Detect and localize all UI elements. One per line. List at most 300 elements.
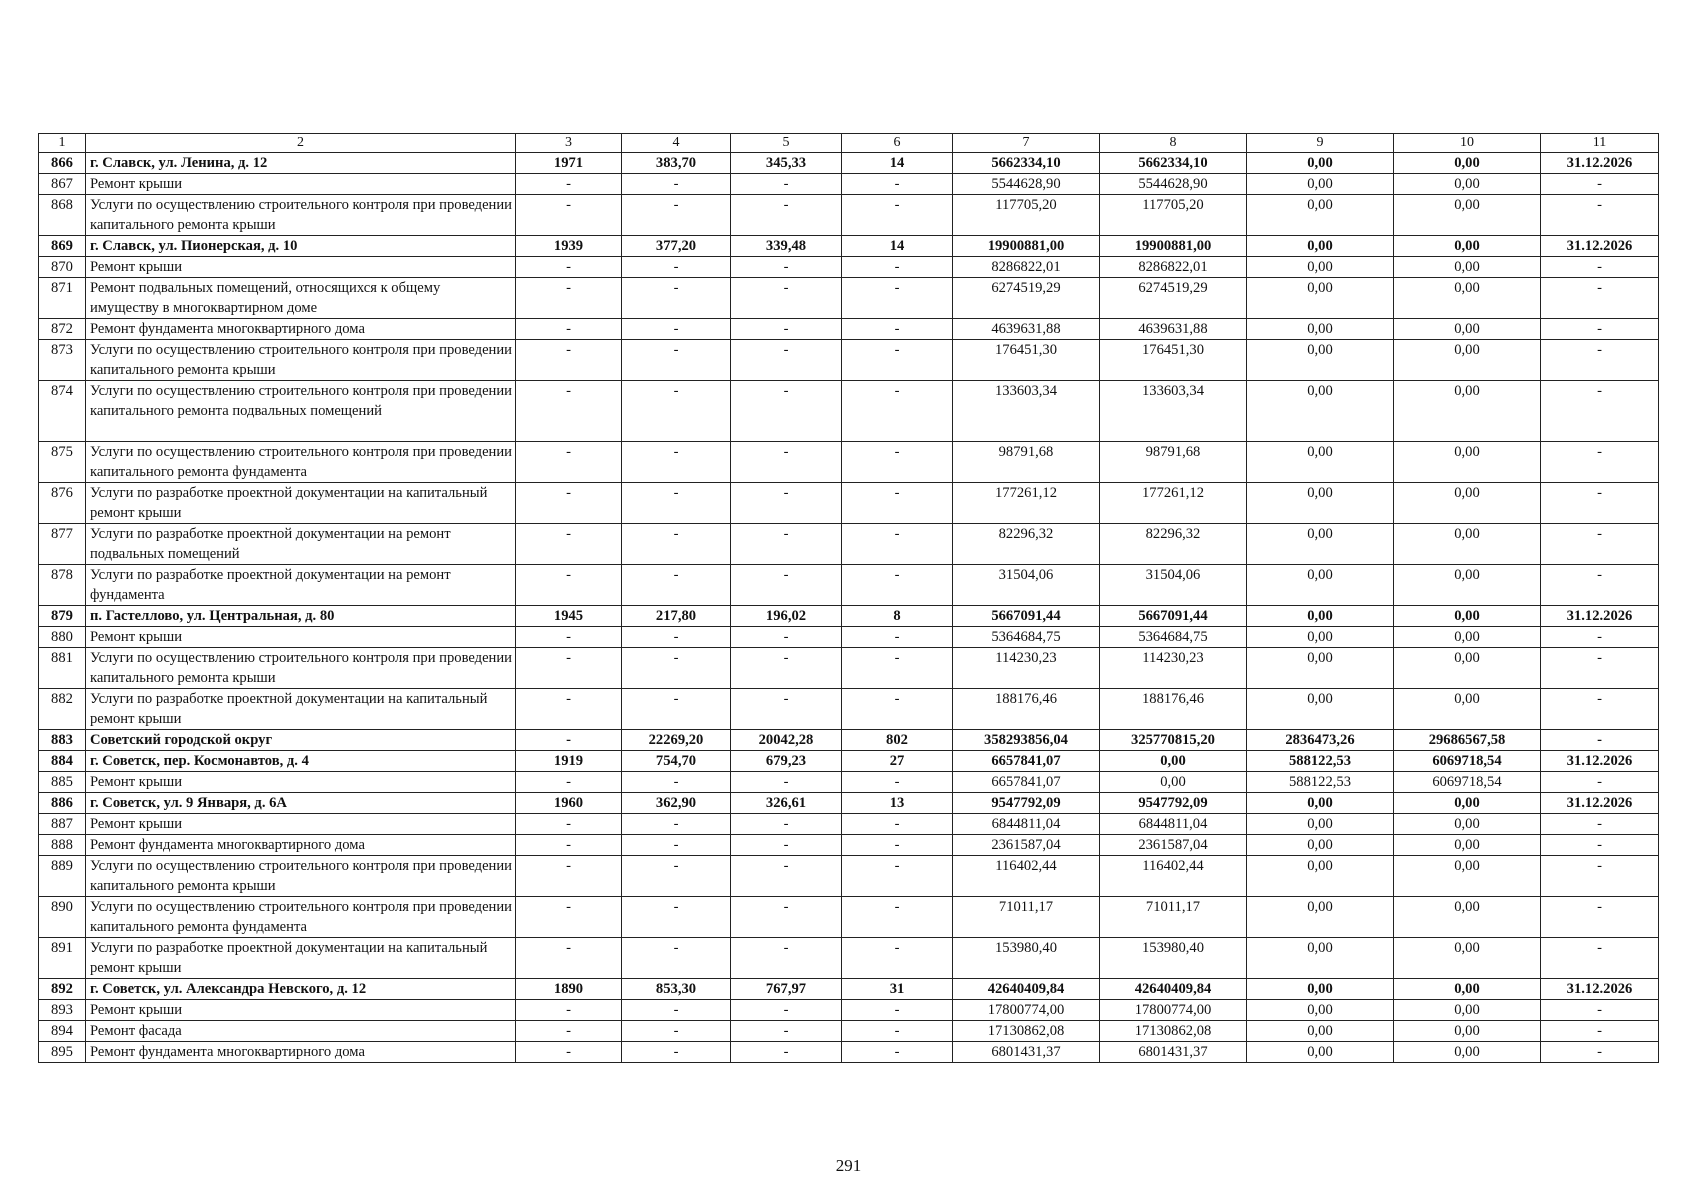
- owners-funds-cell: 0,00: [1394, 938, 1541, 979]
- total-cost-cell: 8286822,01: [953, 257, 1100, 278]
- residents-cell: -: [842, 174, 953, 195]
- year-cell: -: [516, 319, 622, 340]
- table-row: [39, 1021, 1659, 1042]
- table-row: [39, 689, 1659, 730]
- living-area-cell: 20042,28: [731, 730, 842, 751]
- year-cell: -: [516, 278, 622, 319]
- total-cost-cell: 71011,17: [953, 897, 1100, 938]
- regional-fund-cell: 6274519,29: [1100, 278, 1247, 319]
- table-row: [39, 606, 1659, 627]
- regional-fund-cell: 82296,32: [1100, 524, 1247, 565]
- year-cell: -: [516, 856, 622, 897]
- budget-cell: 0,00: [1247, 340, 1394, 381]
- year-cell: -: [516, 772, 622, 793]
- row-number-cell: 894: [39, 1021, 86, 1042]
- object-name-cell: Ремонт крыши: [86, 627, 516, 648]
- table-row: [39, 236, 1659, 257]
- living-area-cell: 679,23: [731, 751, 842, 772]
- owners-funds-cell: 0,00: [1394, 174, 1541, 195]
- living-area-cell: -: [731, 319, 842, 340]
- owners-funds-cell: 0,00: [1394, 979, 1541, 1000]
- budget-cell: 0,00: [1247, 442, 1394, 483]
- deadline-cell: -: [1541, 648, 1659, 689]
- row-number-cell: 883: [39, 730, 86, 751]
- year-cell: -: [516, 689, 622, 730]
- table-row: [39, 442, 1659, 483]
- owners-funds-cell: 0,00: [1394, 381, 1541, 442]
- total-cost-cell: 5667091,44: [953, 606, 1100, 627]
- living-area-cell: -: [731, 195, 842, 236]
- deadline-cell: 31.12.2026: [1541, 606, 1659, 627]
- residents-cell: -: [842, 772, 953, 793]
- year-cell: -: [516, 814, 622, 835]
- residents-cell: -: [842, 278, 953, 319]
- owners-funds-cell: 0,00: [1394, 627, 1541, 648]
- regional-fund-cell: 176451,30: [1100, 340, 1247, 381]
- living-area-cell: -: [731, 1000, 842, 1021]
- column-header: 4: [622, 134, 731, 153]
- total-area-cell: -: [622, 689, 731, 730]
- deadline-cell: -: [1541, 689, 1659, 730]
- owners-funds-cell: 0,00: [1394, 278, 1541, 319]
- deadline-cell: 31.12.2026: [1541, 236, 1659, 257]
- table-row: [39, 730, 1659, 751]
- deadline-cell: 31.12.2026: [1541, 793, 1659, 814]
- year-cell: -: [516, 340, 622, 381]
- page-number: 291: [835, 1156, 862, 1175]
- total-cost-cell: 4639631,88: [953, 319, 1100, 340]
- regional-fund-cell: 0,00: [1100, 772, 1247, 793]
- residents-cell: 802: [842, 730, 953, 751]
- budget-cell: 0,00: [1247, 814, 1394, 835]
- owners-funds-cell: 0,00: [1394, 319, 1541, 340]
- residents-cell: 14: [842, 236, 953, 257]
- budget-cell: 0,00: [1247, 938, 1394, 979]
- regional-fund-cell: 117705,20: [1100, 195, 1247, 236]
- object-name-cell: г. Славск, ул. Пионерская, д. 10: [86, 236, 516, 257]
- owners-funds-cell: 0,00: [1394, 814, 1541, 835]
- budget-cell: 0,00: [1247, 381, 1394, 442]
- living-area-cell: -: [731, 1021, 842, 1042]
- regional-fund-cell: 177261,12: [1100, 483, 1247, 524]
- residents-cell: -: [842, 627, 953, 648]
- row-number-cell: 878: [39, 565, 86, 606]
- object-name-cell: г. Славск, ул. Ленина, д. 12: [86, 153, 516, 174]
- total-area-cell: 362,90: [622, 793, 731, 814]
- total-cost-cell: 9547792,09: [953, 793, 1100, 814]
- residents-cell: -: [842, 1000, 953, 1021]
- living-area-cell: 767,97: [731, 979, 842, 1000]
- residents-cell: -: [842, 257, 953, 278]
- living-area-cell: -: [731, 1042, 842, 1063]
- living-area-cell: -: [731, 565, 842, 606]
- column-header: 10: [1394, 134, 1541, 153]
- object-name-cell: Услуги по разработке проектной документации на капитальный ремонт крыши: [86, 689, 516, 730]
- total-cost-cell: 82296,32: [953, 524, 1100, 565]
- regional-fund-cell: 17800774,00: [1100, 1000, 1247, 1021]
- year-cell: -: [516, 835, 622, 856]
- deadline-cell: -: [1541, 174, 1659, 195]
- total-area-cell: 217,80: [622, 606, 731, 627]
- owners-funds-cell: 0,00: [1394, 340, 1541, 381]
- owners-funds-cell: 0,00: [1394, 689, 1541, 730]
- year-cell: -: [516, 897, 622, 938]
- total-area-cell: -: [622, 627, 731, 648]
- table-row: [39, 340, 1659, 381]
- total-area-cell: -: [622, 1021, 731, 1042]
- living-area-cell: -: [731, 442, 842, 483]
- row-number-cell: 890: [39, 897, 86, 938]
- total-area-cell: -: [622, 442, 731, 483]
- deadline-cell: -: [1541, 319, 1659, 340]
- residents-cell: -: [842, 340, 953, 381]
- living-area-cell: -: [731, 689, 842, 730]
- total-cost-cell: 31504,06: [953, 565, 1100, 606]
- regional-fund-cell: 8286822,01: [1100, 257, 1247, 278]
- row-number-cell: 871: [39, 278, 86, 319]
- total-area-cell: -: [622, 340, 731, 381]
- total-cost-cell: 6657841,07: [953, 751, 1100, 772]
- budget-cell: 588122,53: [1247, 751, 1394, 772]
- column-header: 11: [1541, 134, 1659, 153]
- object-name-cell: Услуги по осуществлению строительного контроля при проведении капитального ремонта крыши: [86, 340, 516, 381]
- repair-program-table: [38, 133, 1659, 1063]
- total-cost-cell: 6801431,37: [953, 1042, 1100, 1063]
- residents-cell: -: [842, 835, 953, 856]
- deadline-cell: -: [1541, 195, 1659, 236]
- living-area-cell: -: [731, 814, 842, 835]
- object-name-cell: Услуги по разработке проектной документации на ремонт подвальных помещений: [86, 524, 516, 565]
- residents-cell: -: [842, 938, 953, 979]
- deadline-cell: -: [1541, 938, 1659, 979]
- total-cost-cell: 6657841,07: [953, 772, 1100, 793]
- regional-fund-cell: 325770815,20: [1100, 730, 1247, 751]
- total-cost-cell: 6274519,29: [953, 278, 1100, 319]
- total-cost-cell: 5662334,10: [953, 153, 1100, 174]
- budget-cell: 0,00: [1247, 524, 1394, 565]
- budget-cell: 588122,53: [1247, 772, 1394, 793]
- owners-funds-cell: 6069718,54: [1394, 772, 1541, 793]
- total-area-cell: -: [622, 174, 731, 195]
- table-row: [39, 856, 1659, 897]
- column-header: 6: [842, 134, 953, 153]
- living-area-cell: -: [731, 174, 842, 195]
- residents-cell: -: [842, 856, 953, 897]
- total-cost-cell: 114230,23: [953, 648, 1100, 689]
- object-name-cell: Ремонт фундамента многоквартирного дома: [86, 835, 516, 856]
- living-area-cell: -: [731, 278, 842, 319]
- row-number-cell: 885: [39, 772, 86, 793]
- row-number-cell: 866: [39, 153, 86, 174]
- row-number-cell: 881: [39, 648, 86, 689]
- deadline-cell: -: [1541, 772, 1659, 793]
- living-area-cell: -: [731, 648, 842, 689]
- table-row: [39, 835, 1659, 856]
- owners-funds-cell: 0,00: [1394, 442, 1541, 483]
- regional-fund-cell: 42640409,84: [1100, 979, 1247, 1000]
- year-cell: -: [516, 565, 622, 606]
- residents-cell: -: [842, 648, 953, 689]
- living-area-cell: 326,61: [731, 793, 842, 814]
- row-number-cell: 874: [39, 381, 86, 442]
- budget-cell: 0,00: [1247, 153, 1394, 174]
- owners-funds-cell: 0,00: [1394, 1000, 1541, 1021]
- deadline-cell: -: [1541, 381, 1659, 442]
- row-number-cell: 887: [39, 814, 86, 835]
- year-cell: -: [516, 381, 622, 442]
- regional-fund-cell: 5364684,75: [1100, 627, 1247, 648]
- regional-fund-cell: 6801431,37: [1100, 1042, 1247, 1063]
- data-table-container: [38, 133, 1658, 1063]
- table-row: [39, 153, 1659, 174]
- living-area-cell: -: [731, 524, 842, 565]
- total-area-cell: -: [622, 772, 731, 793]
- table-row: [39, 793, 1659, 814]
- object-name-cell: Ремонт крыши: [86, 772, 516, 793]
- total-area-cell: -: [622, 814, 731, 835]
- living-area-cell: 339,48: [731, 236, 842, 257]
- object-name-cell: Ремонт фасада: [86, 1021, 516, 1042]
- living-area-cell: -: [731, 483, 842, 524]
- deadline-cell: 31.12.2026: [1541, 979, 1659, 1000]
- total-cost-cell: 117705,20: [953, 195, 1100, 236]
- residents-cell: -: [842, 195, 953, 236]
- row-number-cell: 868: [39, 195, 86, 236]
- object-name-cell: Услуги по осуществлению строительного контроля при проведении капитального ремонта фундамента: [86, 442, 516, 483]
- budget-cell: 0,00: [1247, 565, 1394, 606]
- year-cell: -: [516, 195, 622, 236]
- total-area-cell: -: [622, 381, 731, 442]
- total-area-cell: -: [622, 483, 731, 524]
- budget-cell: 0,00: [1247, 648, 1394, 689]
- column-header: 9: [1247, 134, 1394, 153]
- owners-funds-cell: 0,00: [1394, 153, 1541, 174]
- deadline-cell: -: [1541, 1000, 1659, 1021]
- residents-cell: -: [842, 814, 953, 835]
- regional-fund-cell: 0,00: [1100, 751, 1247, 772]
- year-cell: 1919: [516, 751, 622, 772]
- residents-cell: -: [842, 1042, 953, 1063]
- year-cell: 1960: [516, 793, 622, 814]
- living-area-cell: -: [731, 627, 842, 648]
- year-cell: -: [516, 938, 622, 979]
- budget-cell: 0,00: [1247, 793, 1394, 814]
- living-area-cell: -: [731, 257, 842, 278]
- table-row: [39, 814, 1659, 835]
- total-cost-cell: 6844811,04: [953, 814, 1100, 835]
- column-header: 7: [953, 134, 1100, 153]
- object-name-cell: Ремонт фундамента многоквартирного дома: [86, 1042, 516, 1063]
- owners-funds-cell: 6069718,54: [1394, 751, 1541, 772]
- living-area-cell: -: [731, 897, 842, 938]
- owners-funds-cell: 0,00: [1394, 565, 1541, 606]
- row-number-cell: 870: [39, 257, 86, 278]
- total-cost-cell: 19900881,00: [953, 236, 1100, 257]
- deadline-cell: -: [1541, 524, 1659, 565]
- deadline-cell: 31.12.2026: [1541, 751, 1659, 772]
- total-cost-cell: 358293856,04: [953, 730, 1100, 751]
- total-area-cell: -: [622, 1042, 731, 1063]
- total-area-cell: -: [622, 195, 731, 236]
- residents-cell: 31: [842, 979, 953, 1000]
- row-number-cell: 882: [39, 689, 86, 730]
- regional-fund-cell: 31504,06: [1100, 565, 1247, 606]
- column-header: 1: [39, 134, 86, 153]
- regional-fund-cell: 5662334,10: [1100, 153, 1247, 174]
- total-cost-cell: 17800774,00: [953, 1000, 1100, 1021]
- residents-cell: -: [842, 1021, 953, 1042]
- total-area-cell: -: [622, 524, 731, 565]
- row-number-cell: 888: [39, 835, 86, 856]
- budget-cell: 0,00: [1247, 1021, 1394, 1042]
- total-area-cell: -: [622, 938, 731, 979]
- regional-fund-cell: 71011,17: [1100, 897, 1247, 938]
- object-name-cell: Ремонт подвальных помещений, относящихся к общему имуществу в многоквартирном доме: [86, 278, 516, 319]
- object-name-cell: Услуги по разработке проектной документации на ремонт фундамента: [86, 565, 516, 606]
- budget-cell: 0,00: [1247, 174, 1394, 195]
- owners-funds-cell: 0,00: [1394, 648, 1541, 689]
- total-area-cell: -: [622, 1000, 731, 1021]
- living-area-cell: -: [731, 856, 842, 897]
- total-cost-cell: 176451,30: [953, 340, 1100, 381]
- year-cell: 1945: [516, 606, 622, 627]
- residents-cell: -: [842, 319, 953, 340]
- total-area-cell: 22269,20: [622, 730, 731, 751]
- budget-cell: 0,00: [1247, 835, 1394, 856]
- owners-funds-cell: 0,00: [1394, 856, 1541, 897]
- row-number-cell: 889: [39, 856, 86, 897]
- object-name-cell: Услуги по осуществлению строительного контроля при проведении капитального ремонта крыши: [86, 195, 516, 236]
- table-row: [39, 1000, 1659, 1021]
- object-name-cell: Услуги по осуществлению строительного контроля при проведении капитального ремонта крыши: [86, 648, 516, 689]
- table-row: [39, 648, 1659, 689]
- total-cost-cell: 177261,12: [953, 483, 1100, 524]
- owners-funds-cell: 0,00: [1394, 1021, 1541, 1042]
- column-header: 3: [516, 134, 622, 153]
- row-number-cell: 869: [39, 236, 86, 257]
- object-name-cell: Ремонт крыши: [86, 257, 516, 278]
- regional-fund-cell: 4639631,88: [1100, 319, 1247, 340]
- budget-cell: 0,00: [1247, 257, 1394, 278]
- object-name-cell: Услуги по разработке проектной документации на капитальный ремонт крыши: [86, 483, 516, 524]
- budget-cell: 0,00: [1247, 319, 1394, 340]
- table-row: [39, 751, 1659, 772]
- year-cell: -: [516, 257, 622, 278]
- object-name-cell: г. Советск, ул. Александра Невского, д. 12: [86, 979, 516, 1000]
- year-cell: -: [516, 442, 622, 483]
- row-number-cell: 879: [39, 606, 86, 627]
- owners-funds-cell: 29686567,58: [1394, 730, 1541, 751]
- total-area-cell: -: [622, 835, 731, 856]
- year-cell: -: [516, 627, 622, 648]
- object-name-cell: г. Советск, ул. 9 Января, д. 6А: [86, 793, 516, 814]
- total-cost-cell: 188176,46: [953, 689, 1100, 730]
- deadline-cell: -: [1541, 257, 1659, 278]
- table-row: [39, 565, 1659, 606]
- object-name-cell: п. Гастеллово, ул. Центральная, д. 80: [86, 606, 516, 627]
- object-name-cell: Услуги по осуществлению строительного контроля при проведении капитального ремонта фундамента: [86, 897, 516, 938]
- year-cell: -: [516, 174, 622, 195]
- regional-fund-cell: 116402,44: [1100, 856, 1247, 897]
- row-number-cell: 872: [39, 319, 86, 340]
- living-area-cell: -: [731, 381, 842, 442]
- object-name-cell: Ремонт крыши: [86, 814, 516, 835]
- table-row: [39, 524, 1659, 565]
- table-row: [39, 938, 1659, 979]
- budget-cell: 0,00: [1247, 856, 1394, 897]
- regional-fund-cell: 98791,68: [1100, 442, 1247, 483]
- deadline-cell: -: [1541, 856, 1659, 897]
- object-name-cell: Ремонт крыши: [86, 1000, 516, 1021]
- object-name-cell: Услуги по разработке проектной документации на капитальный ремонт крыши: [86, 938, 516, 979]
- total-cost-cell: 98791,68: [953, 442, 1100, 483]
- regional-fund-cell: 188176,46: [1100, 689, 1247, 730]
- row-number-cell: 876: [39, 483, 86, 524]
- owners-funds-cell: 0,00: [1394, 793, 1541, 814]
- residents-cell: 13: [842, 793, 953, 814]
- budget-cell: 0,00: [1247, 1042, 1394, 1063]
- table-row: [39, 174, 1659, 195]
- budget-cell: 0,00: [1247, 606, 1394, 627]
- deadline-cell: 31.12.2026: [1541, 153, 1659, 174]
- total-cost-cell: 17130862,08: [953, 1021, 1100, 1042]
- total-area-cell: 853,30: [622, 979, 731, 1000]
- row-number-cell: 893: [39, 1000, 86, 1021]
- regional-fund-cell: 17130862,08: [1100, 1021, 1247, 1042]
- object-name-cell: г. Советск, пер. Космонавтов, д. 4: [86, 751, 516, 772]
- deadline-cell: -: [1541, 1021, 1659, 1042]
- year-cell: -: [516, 648, 622, 689]
- living-area-cell: -: [731, 772, 842, 793]
- deadline-cell: -: [1541, 897, 1659, 938]
- residents-cell: 14: [842, 153, 953, 174]
- owners-funds-cell: 0,00: [1394, 835, 1541, 856]
- living-area-cell: 345,33: [731, 153, 842, 174]
- regional-fund-cell: 5544628,90: [1100, 174, 1247, 195]
- owners-funds-cell: 0,00: [1394, 257, 1541, 278]
- regional-fund-cell: 9547792,09: [1100, 793, 1247, 814]
- row-number-cell: 867: [39, 174, 86, 195]
- table-row: [39, 979, 1659, 1000]
- residents-cell: 27: [842, 751, 953, 772]
- budget-cell: 0,00: [1247, 689, 1394, 730]
- residents-cell: -: [842, 689, 953, 730]
- column-header: 5: [731, 134, 842, 153]
- deadline-cell: -: [1541, 278, 1659, 319]
- residents-cell: 8: [842, 606, 953, 627]
- total-cost-cell: 116402,44: [953, 856, 1100, 897]
- year-cell: -: [516, 1000, 622, 1021]
- object-name-cell: Советский городской округ: [86, 730, 516, 751]
- residents-cell: -: [842, 524, 953, 565]
- total-area-cell: 377,20: [622, 236, 731, 257]
- owners-funds-cell: 0,00: [1394, 195, 1541, 236]
- living-area-cell: -: [731, 340, 842, 381]
- table-row: [39, 278, 1659, 319]
- regional-fund-cell: 19900881,00: [1100, 236, 1247, 257]
- row-number-cell: 884: [39, 751, 86, 772]
- object-name-cell: Услуги по осуществлению строительного контроля при проведении капитального ремонта крыши: [86, 856, 516, 897]
- deadline-cell: -: [1541, 442, 1659, 483]
- total-area-cell: -: [622, 257, 731, 278]
- total-cost-cell: 133603,34: [953, 381, 1100, 442]
- total-area-cell: -: [622, 565, 731, 606]
- table-row: [39, 772, 1659, 793]
- year-cell: -: [516, 730, 622, 751]
- residents-cell: -: [842, 483, 953, 524]
- deadline-cell: -: [1541, 627, 1659, 648]
- table-row: [39, 195, 1659, 236]
